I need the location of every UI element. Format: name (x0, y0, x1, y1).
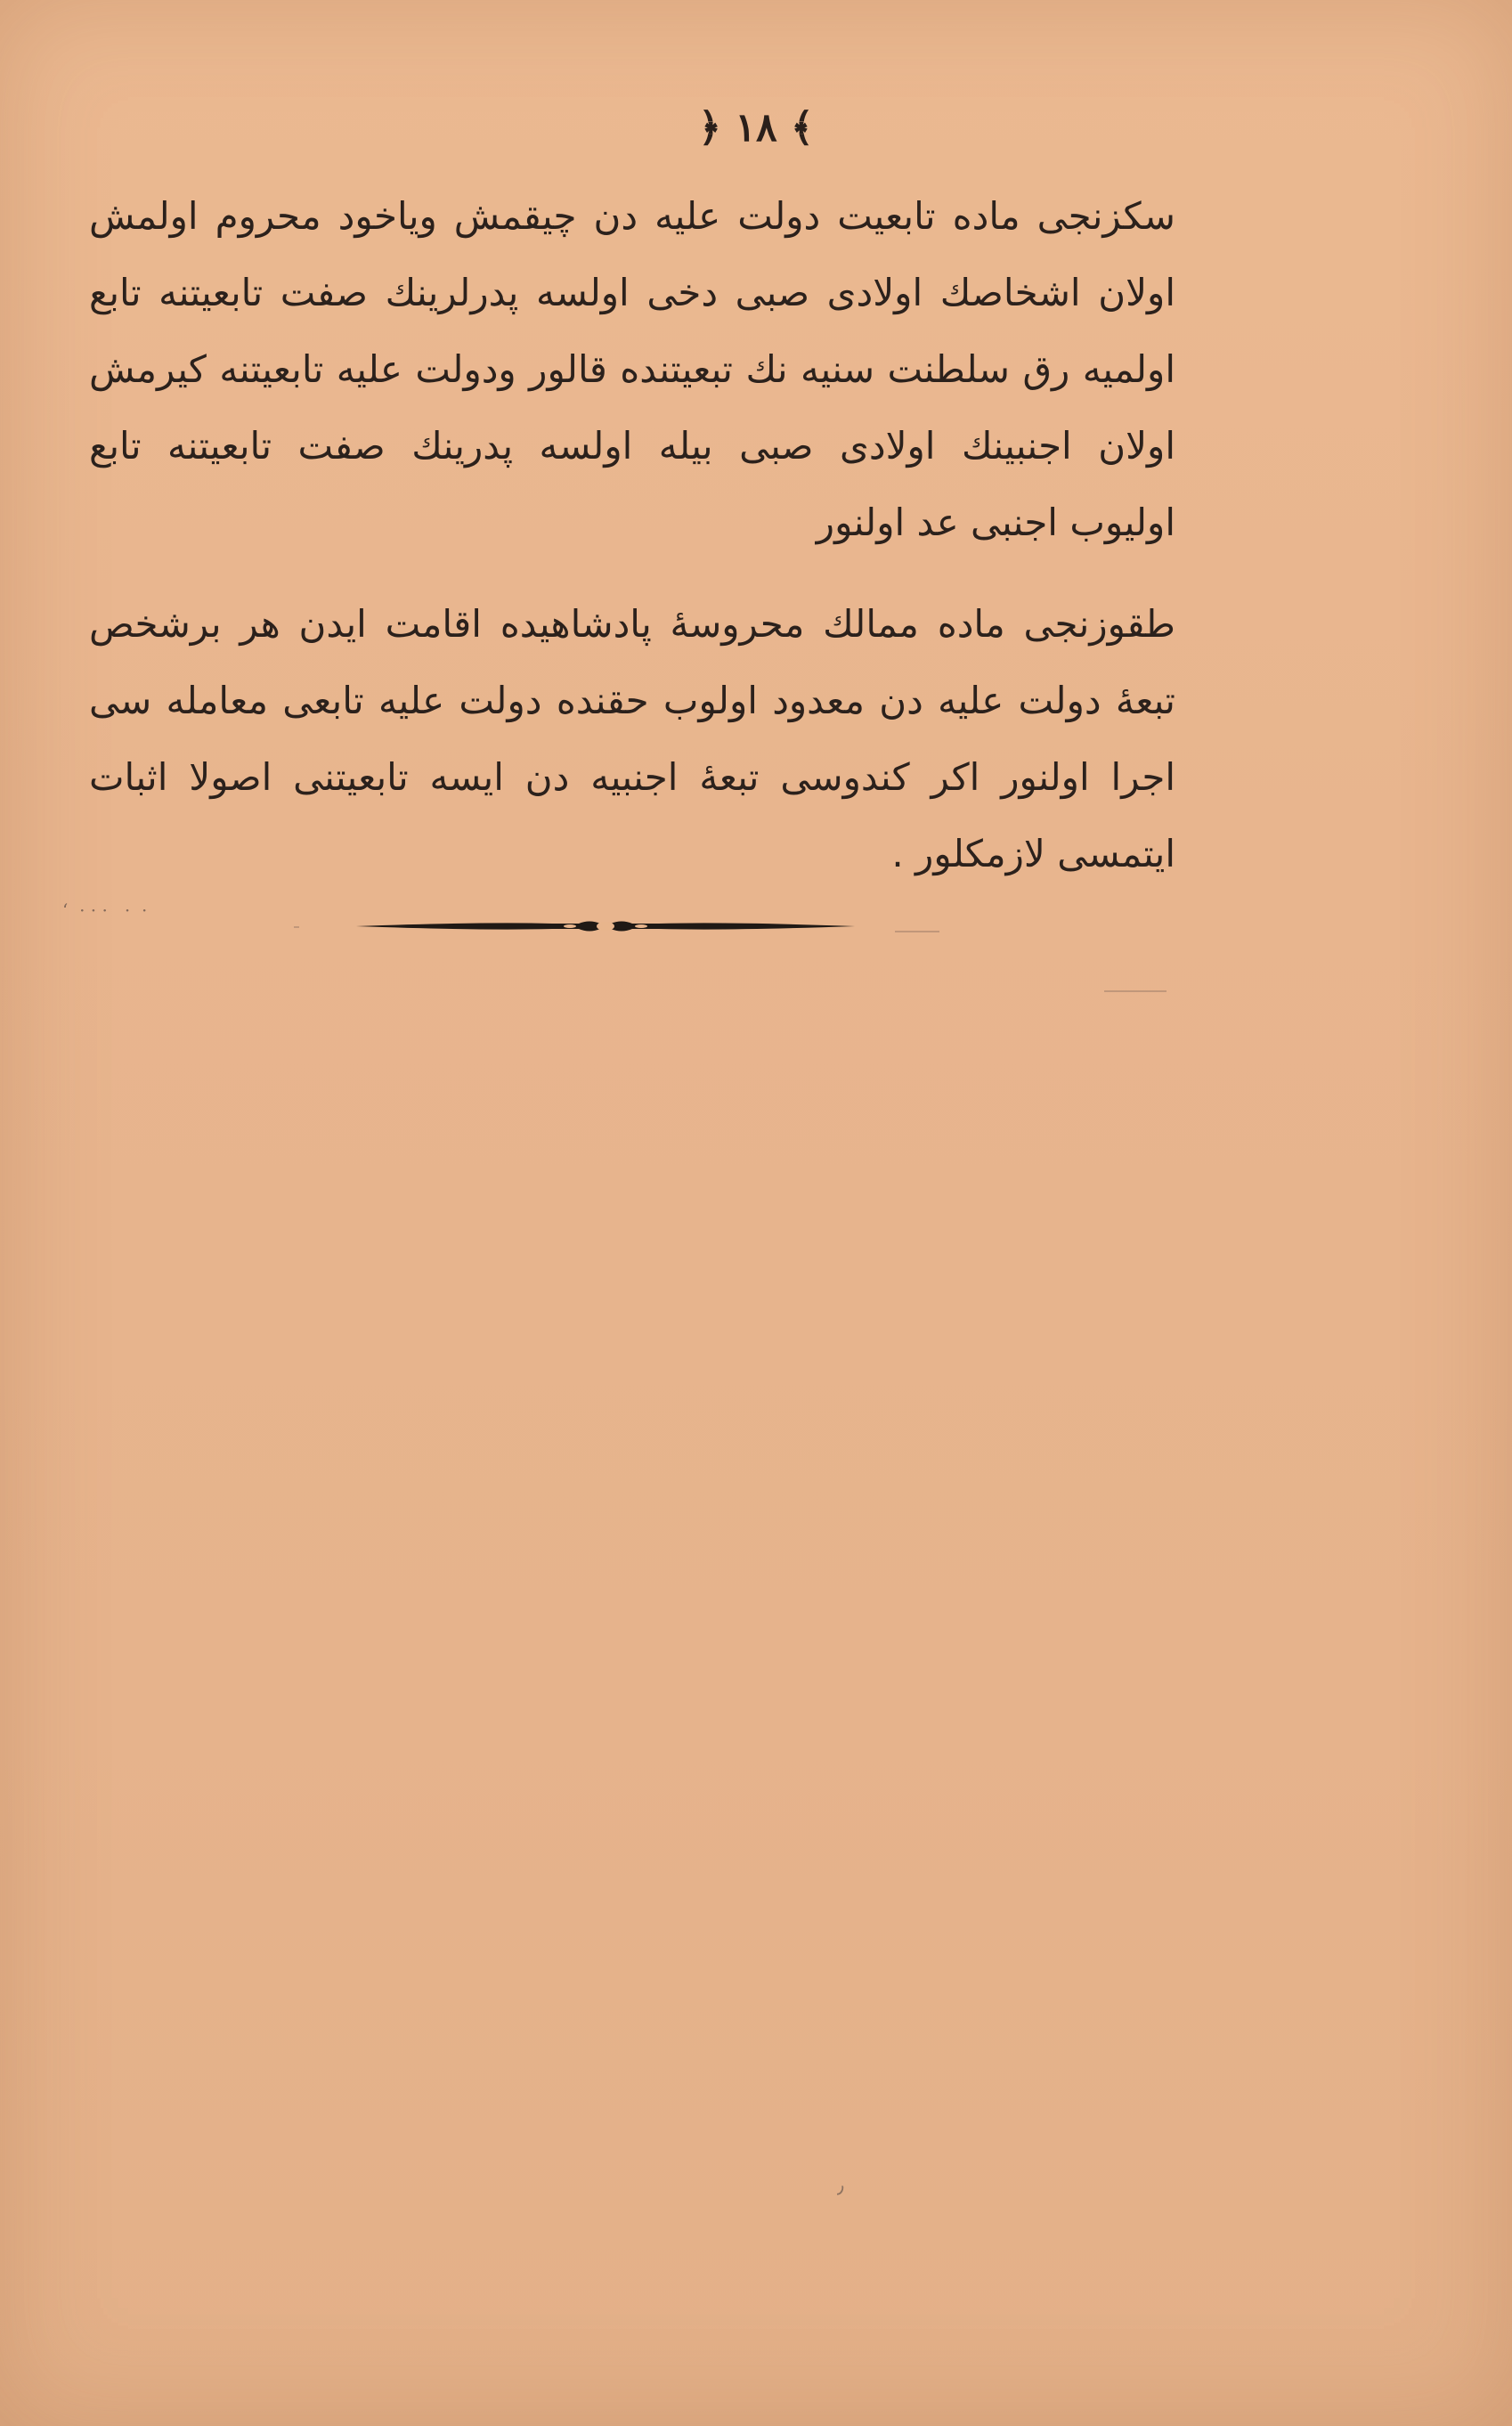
article-9 (89, 586, 1175, 892)
text-line: اولان اجنبینك اولادی صبی بیله اولسه پدرینك صفت تابعیتنه تابع (89, 424, 1175, 468)
text-line: اولیوب اجنبی عد اولنور (816, 501, 1175, 544)
text-line: تبعهٔ دولت علیه دن معدود اولوب حقنده دولت علیه تابعی معامله سی (89, 679, 1175, 722)
page-number: ﴿ ١٨ ﴾ (698, 105, 814, 151)
print-specks: ʻ · · · · · (62, 900, 148, 921)
article-8 (89, 178, 1175, 561)
text-line: اجرا اولنور اکر کندوسی تبعهٔ اجنبیه دن ایسه تابعیتنی اصولا اثبات (89, 755, 1175, 799)
ink-stain: ٫ (837, 2173, 844, 2198)
text-line: طقوزنجی ماده ممالك محروسهٔ پادشاهیده اقامت ایدن هر برشخص (89, 602, 1175, 646)
ornamental-divider (356, 916, 855, 937)
faint-mark (895, 931, 939, 932)
text-line: سکزنجی ماده تابعیت دولت علیه دن چیقمش ویاخود محروم اولمش (89, 194, 1175, 238)
faint-mark (1104, 990, 1167, 992)
text-line: ایتمسی لازمکلور . (891, 832, 1175, 875)
faint-mark (294, 926, 299, 928)
text-line: اولمیه رق سلطنت سنیه نك تبعیتنده قالور ودولت علیه تابعیتنه کیرمش (89, 347, 1175, 391)
text-line: اولان اشخاصك اولادی صبی دخی اولسه پدرلرینك صفت تابعیتنه تابع (89, 271, 1175, 314)
